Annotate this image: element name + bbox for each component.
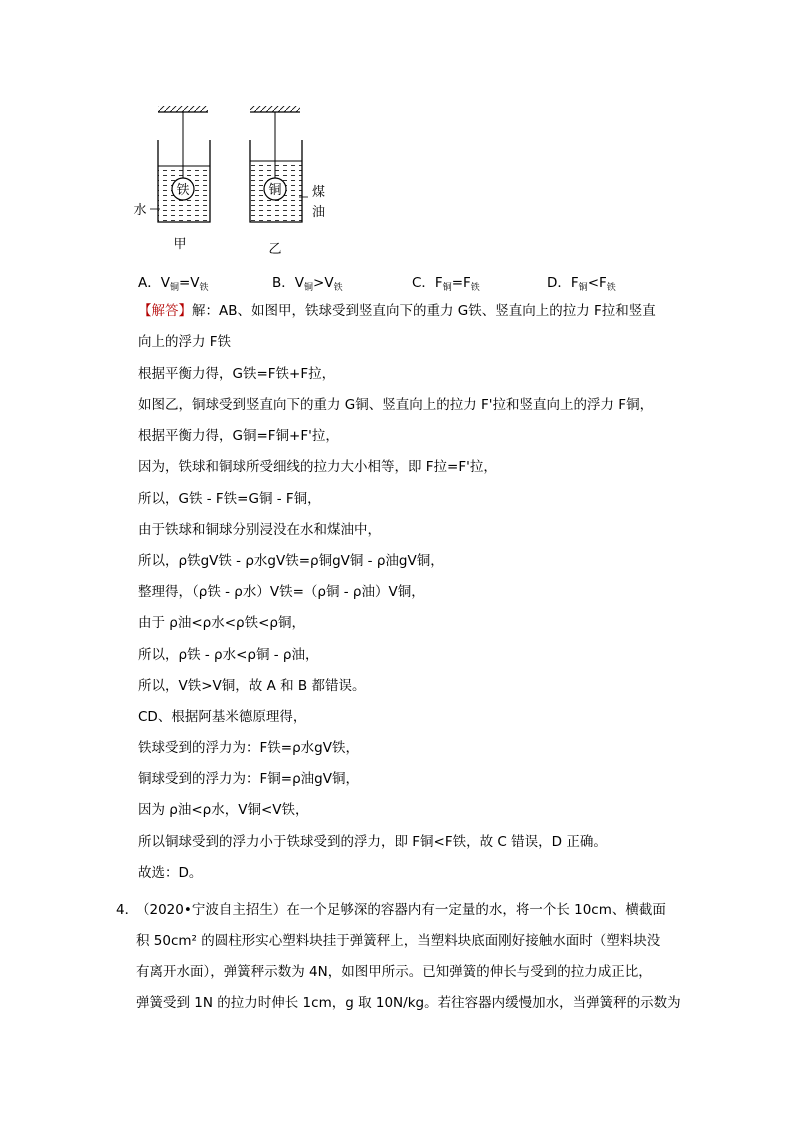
option-d: D．$F_铜<F_铁$ (547, 275, 616, 293)
answer-line-10: 整理得，（ρ铁 - ρ水）V铁=（ρ铜 - ρ油）V铜， (138, 584, 425, 600)
question-line-2: 积 50cm² 的圆柱形实心塑料块挂于弹簧秤上，当塑料块底面刚好接触水面时（塑料块没 (136, 933, 661, 949)
answer-line-19: 故选：D。 (138, 865, 203, 881)
left-ball-label: 铁 (176, 183, 190, 198)
beakers-figure (130, 98, 350, 258)
answer-line-5: 根据平衡力得，G铜=F铜+F'拉， (138, 428, 339, 444)
question-line-3: 有离开水面），弹簧秤示数为 4N，如图甲所示。已知弹簧的伸长与受到的拉力成正比， (136, 964, 652, 980)
option-b: B．$V_铜>V_铁$ (272, 275, 343, 293)
right-ball-label: 铜 (268, 183, 282, 198)
answer-line-2: 向上的浮力 F铁 (138, 334, 232, 350)
option-c: C．$F_铜=F_铁$ (412, 275, 480, 293)
answer-line-17: 因为 ρ油<ρ水，V铜<V铁， (138, 802, 309, 818)
answer-line-16: 铜球受到的浮力为：F铜=ρ油gV铜， (138, 771, 359, 787)
question-number: 4． (116, 902, 139, 918)
answer-line-7: 所以，G铁 - F铁=G铜 - F铜， (138, 491, 321, 507)
question-line-4: 弹簧受到 1N 的拉力时伸长 1cm，g 取 10N/kg。若往容器内缓慢加水，当弹簧秤的示数为 (136, 995, 681, 1011)
answer-line-12: 所以，ρ铁 - ρ水<ρ铜 - ρ油， (138, 647, 319, 663)
answer-tag: 【解答】 (138, 303, 192, 319)
answer-line-1: 【解答】解：AB、如图甲，铁球受到竖直向下的重力 G铁、竖直向上的拉力 F拉和竖直 (138, 303, 656, 319)
answer-line-8: 由于铁球和铜球分别浸没在水和煤油中， (138, 522, 381, 538)
answer-line-15: 铁球受到的浮力为：F铁=ρ水gV铁， (138, 740, 359, 756)
kerosene-label-1: 煤 (312, 185, 326, 200)
answer-line-4: 如图乙，铜球受到竖直向下的重力 G铜、竖直向上的拉力 F'拉和竖直向上的浮力 F铜， (138, 397, 654, 413)
answer-line-11: 由于 ρ油<ρ水<ρ铁<ρ铜， (138, 615, 306, 631)
answer-line-13: 所以，V铁>V铜，故 A 和 B 都错误。 (138, 678, 366, 694)
answer-line-14: CD、根据阿基米德原理得， (138, 709, 307, 725)
answer-line-3: 根据平衡力得，G铁=F铁+F拉， (138, 366, 336, 382)
question-line-1: （2020•宁波自主招生）在一个足够深的容器内有一定量的水，将一个长 10cm、横截面 (136, 902, 666, 918)
left-support (158, 106, 208, 112)
figure-label-jia: 甲 (173, 237, 187, 252)
right-beaker (250, 112, 302, 222)
kerosene-label-2: 油 (312, 205, 326, 220)
water-label: 水 (133, 203, 147, 218)
right-support (250, 106, 300, 112)
figure-label-yi: 乙 (268, 242, 282, 257)
left-beaker (158, 112, 210, 222)
answer-line-18: 所以铜球受到的浮力小于铁球受到的浮力，即 F铜<F铁，故 C 错误，D 正确。 (138, 834, 607, 850)
option-a: A．$V_铜=V_铁$ (138, 275, 209, 293)
answer-line-9: 所以，ρ铁gV铁 - ρ水gV铁=ρ铜gV铜 - ρ油gV铜， (138, 553, 444, 569)
answer-line-6: 因为，铁球和铜球所受细线的拉力大小相等，即 F拉=F'拉， (138, 459, 497, 475)
